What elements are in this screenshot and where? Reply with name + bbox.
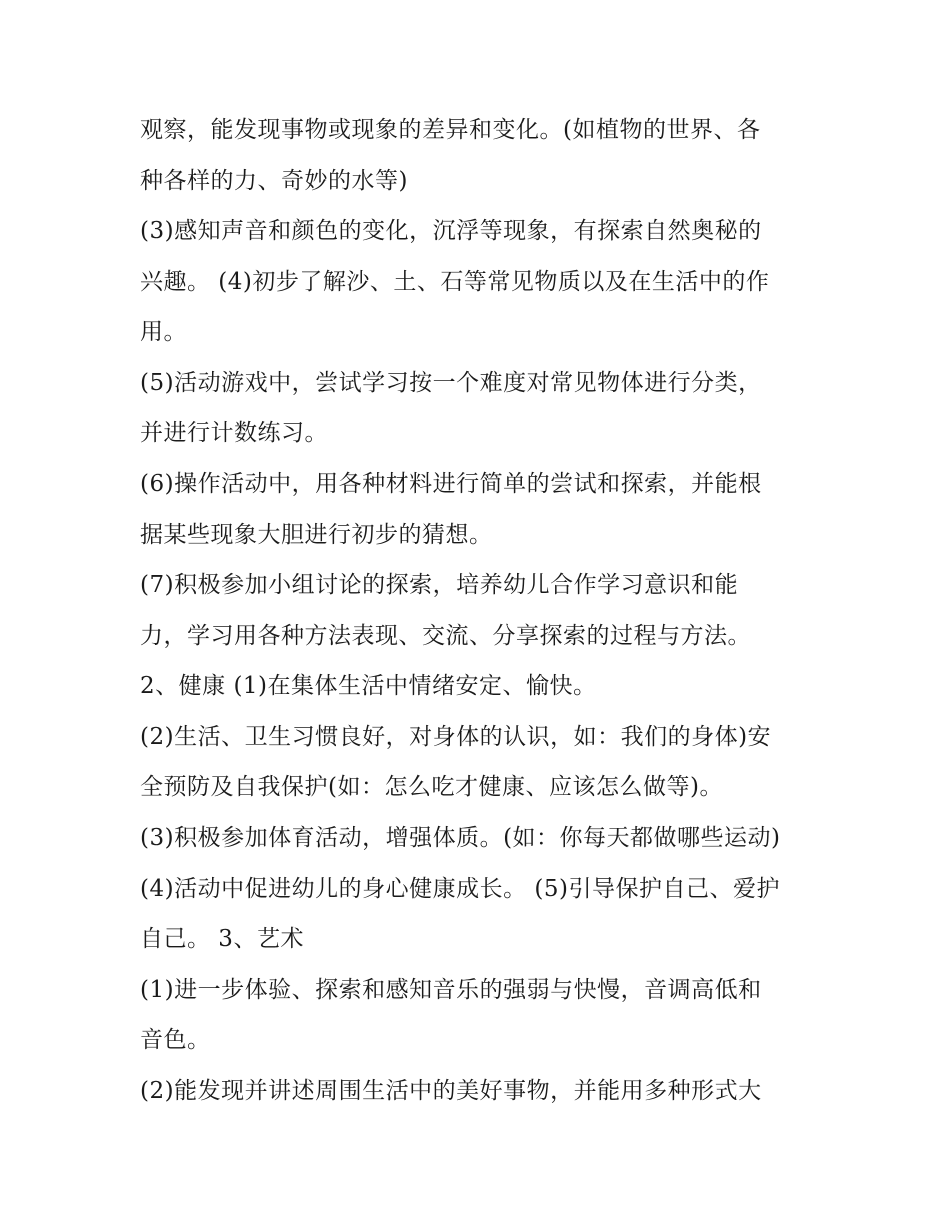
text-line: 种各样的力、奇妙的水等) [140,168,408,194]
text-line: 力，学习用各种方法表现、交流、分享探索的过程与方法。 [140,623,751,649]
text-line: 用。 [140,319,187,345]
text-line: (4)活动中促进幼儿的身心健康成长。 (5)引导保护自己、爱护 [140,876,780,902]
text-line: 观察，能发现事物或现象的差异和变化。(如植物的世界、各 [140,117,761,143]
text-line: 音色。 [140,1027,211,1053]
text-line: (1)进一步体验、探索和感知音乐的强弱与快慢，音调高低和 [140,977,762,1003]
text-line: (7)积极参加小组讨论的探索，培养幼儿合作学习意识和能 [140,572,739,598]
text-line: (2)能发现并讲述周围生活中的美好事物，并能用多种形式大 [140,1078,762,1104]
section-heading-art: 自己。 3、艺术 [140,926,304,952]
text-line: 并进行计数练习。 [140,420,328,446]
text-line: (5)活动游戏中，尝试学习按一个难度对常见物体进行分类， [140,370,762,396]
section-heading-health: 2、健康 (1)在集体生活中情绪安定、愉快。 [140,673,597,699]
text-line: (3)积极参加体育活动，增强体质。(如：你每天都做哪些运动) [140,825,781,851]
text-line: 兴趣。 (4)初步了解沙、土、石等常见物质以及在生活中的作 [140,269,770,295]
text-line: (3)感知声音和颜色的变化，沉浮等现象，有探索自然奥秘的 [140,218,762,244]
text-line: (6)操作活动中，用各种材料进行简单的尝试和探索，并能根 [140,471,762,497]
text-line: 全预防及自我保护(如：怎么吃才健康、应该怎么做等)。 [140,774,723,800]
text-line: (2)生活、卫生习惯良好，对身体的认识，如：我们的身体)安 [140,724,772,750]
text-line: 据某些现象大胆进行初步的猜想。 [140,522,493,548]
